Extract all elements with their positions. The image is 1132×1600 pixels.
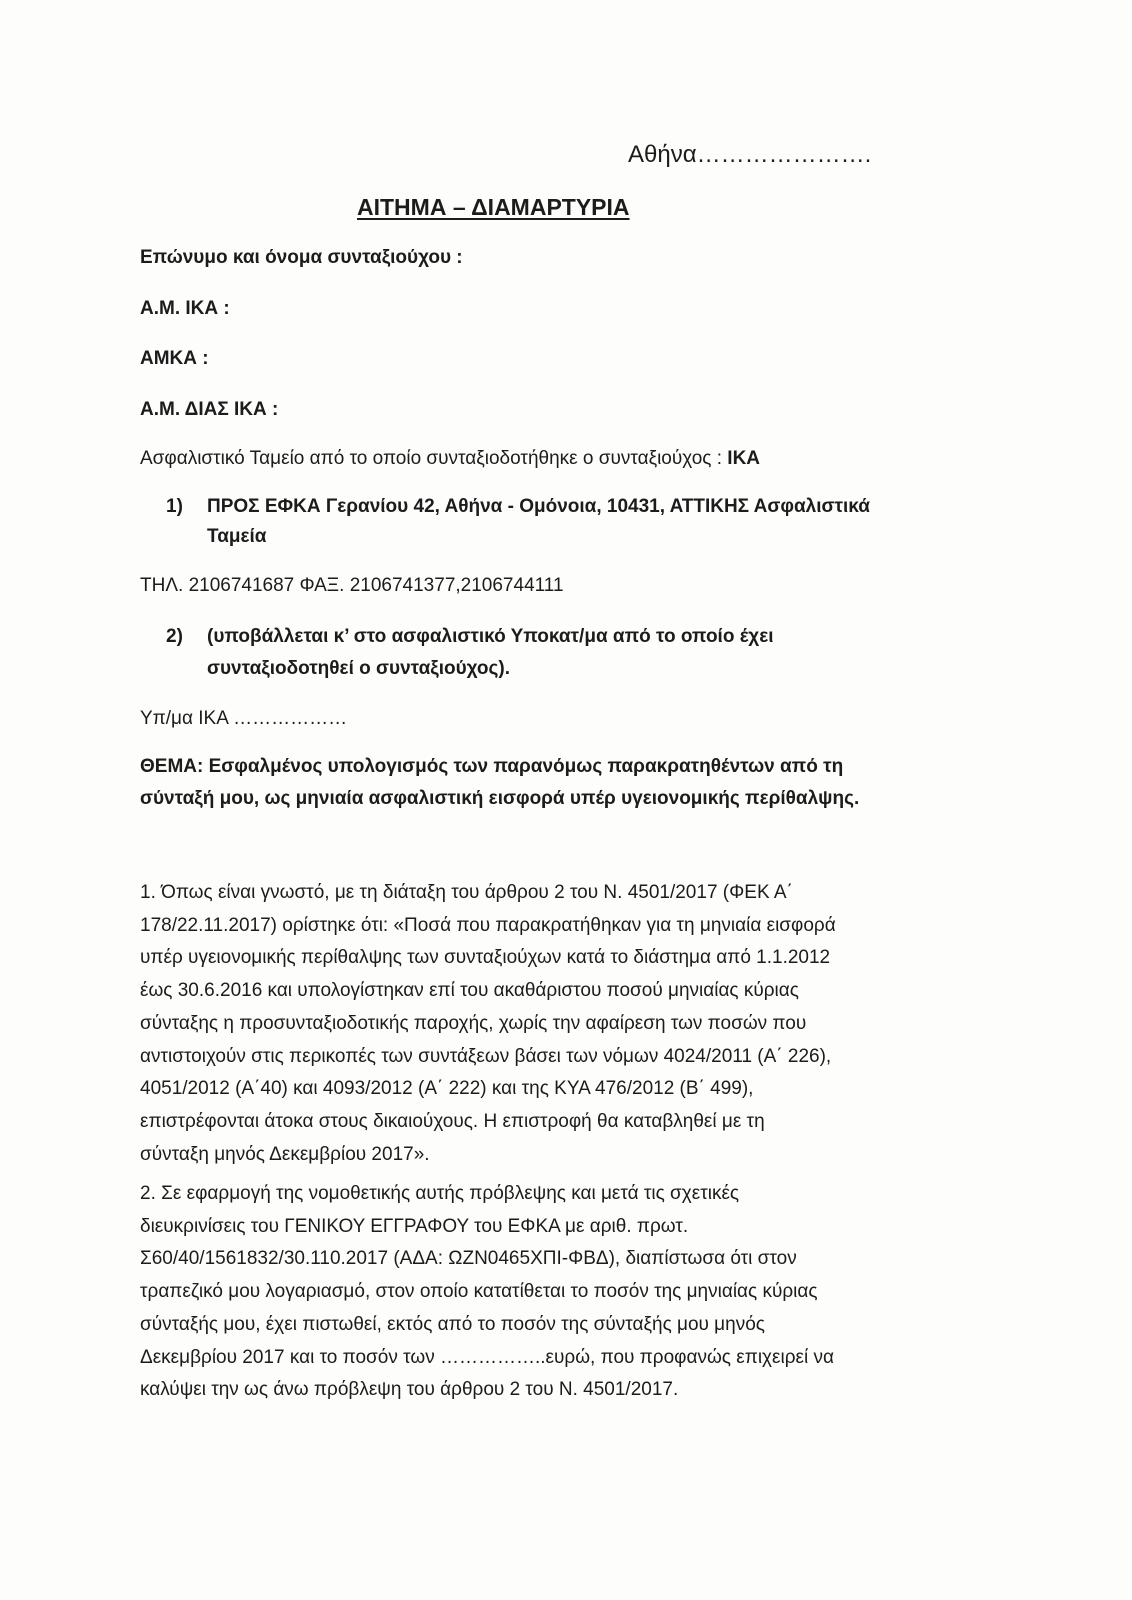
paragraph-1: [140, 877, 930, 1171]
phone-fax-line: ΤΗΛ. 2106741687 ΦΑΞ. 2106741377,2106744111: [140, 575, 564, 596]
recipient-1-line-2: Ταμεία: [207, 526, 267, 547]
paragraph-1-line: 1. Όπως είναι γνωστό, με τη διάταξη του άρθρου 2 του Ν. 4501/2017 (ΦΕΚ Α΄: [140, 882, 793, 903]
am-ika-field: Α.Μ. ΙΚΑ :: [140, 298, 230, 319]
insurance-fund-line: [140, 446, 760, 472]
paragraph-1-line: 178/22.11.2017) ορίστηκε ότι: «Ποσά που παρακρατήθηκαν για τη μηνιαία εισφορά: [140, 914, 836, 936]
paragraph-1-line: έως 30.6.2016 και υπολογίστηκαν επί του ακαθάριστου ποσού μηνιαίας κύριας: [140, 980, 799, 1002]
insurance-fund-label: Ασφαλιστικό Ταμείο από το οποίο συνταξιοδοτήθηκε ο συνταξιούχος :: [140, 448, 728, 469]
amka-field: ΑΜΚΑ :: [140, 348, 209, 369]
paragraph-1-line: υπέρ υγειονομικής περίθαλψης των συνταξιούχων κατά το διάστημα από 1.1.2012: [140, 947, 831, 969]
subject-line-1: ΘΕΜΑ: Εσφαλμένος υπολογισμός των παρανόμως παρακρατηθέντων από τη: [140, 756, 844, 777]
subject-line-2: σύνταξή μου, ως μηνιαία ασφαλιστική εισφορά υπέρ υγειονομικής περίθαλψης.: [140, 788, 860, 809]
document-title: ΑΙΤΗΜΑ – ΔΙΑΜΑΡΤΥΡΙΑ: [357, 194, 630, 220]
paragraph-1-line: επιστρέφονται άτοκα στους δικαιούχους. Η επιστροφή θα καταβληθεί με τη: [140, 1110, 765, 1132]
recipient-2-line-1: (υποβάλλεται κ’ στο ασφαλιστικό Υποκατ/μα από το οποίο έχει: [207, 626, 774, 647]
recipient-2-number: 2): [166, 626, 183, 647]
date-line: Αθήνα………………….: [628, 141, 872, 168]
paragraph-1-line: αντιστοιχούν στις περικοπές των συντάξεων βάσει των νόμων 4024/2011 (Α΄ 226),: [140, 1045, 832, 1067]
paragraph-2-line: Δεκεμβρίου 2017 και το ποσόν των ……………..ευρώ, που προφανώς επιχειρεί να: [140, 1346, 834, 1368]
pensioner-name-field: Επώνυμο και όνομα συνταξιούχου :: [140, 247, 463, 268]
recipient-1-number: 1): [166, 496, 183, 517]
paragraph-2-line: τραπεζικό μου λογαριασμό, στον οποίο κατατίθεται το ποσόν της μηνιαίας κύριας: [140, 1281, 818, 1303]
paragraph-2-line: Σ60/40/1561832/30.110.2017 (ΑΔΑ: ΩΖΝ0465ΧΠΙ-ΦΒΔ), διαπίστωσα ότι στον: [140, 1248, 797, 1270]
paragraph-1-line: σύνταξη μηνός Δεκεμβρίου 2017».: [140, 1143, 430, 1165]
paragraph-1-line: σύνταξης η προσυνταξιοδοτικής παροχής, χωρίς την αφαίρεση των ποσών που: [140, 1012, 807, 1034]
paragraph-2-line: καλύψει την ως άνω πρόβλεψη του άρθρου 2 του Ν. 4501/2017.: [140, 1379, 679, 1401]
paragraph-2-line: 2. Σε εφαρμογή της νομοθετικής αυτής πρόβλεψης και μετά τις σχετικές: [140, 1183, 740, 1204]
recipient-1-line-1: ΠΡΟΣ ΕΦΚΑ Γερανίου 42, Αθήνα - Ομόνοια, 10431, ΑΤΤΙΚΗΣ Ασφαλιστικά: [207, 496, 870, 517]
branch-line: Υπ/μα ΙΚΑ ………………: [140, 708, 348, 729]
recipient-2-line-2: συνταξιοδοτηθεί ο συνταξιούχος).: [207, 658, 511, 679]
paragraph-2-line: διευκρινίσεις του ΓΕΝΙΚΟΥ ΕΓΓΡΑΦΟΥ του ΕΦΚΑ με αριθ. πρωτ.: [140, 1215, 689, 1237]
am-dias-ika-field: Α.Μ. ΔΙΑΣ ΙΚΑ :: [140, 399, 279, 420]
paragraph-1-line: 4051/2012 (Α΄40) και 4093/2012 (Α΄ 222) και της ΚΥΑ 476/2012 (Β΄ 499),: [140, 1078, 754, 1100]
insurance-fund-value: ΙΚΑ: [727, 448, 761, 469]
paragraph-2: [140, 1178, 930, 1407]
paragraph-2-line: σύνταξής μου, έχει πιστωθεί, εκτός από το ποσόν της σύνταξής μου μηνός: [140, 1313, 765, 1335]
